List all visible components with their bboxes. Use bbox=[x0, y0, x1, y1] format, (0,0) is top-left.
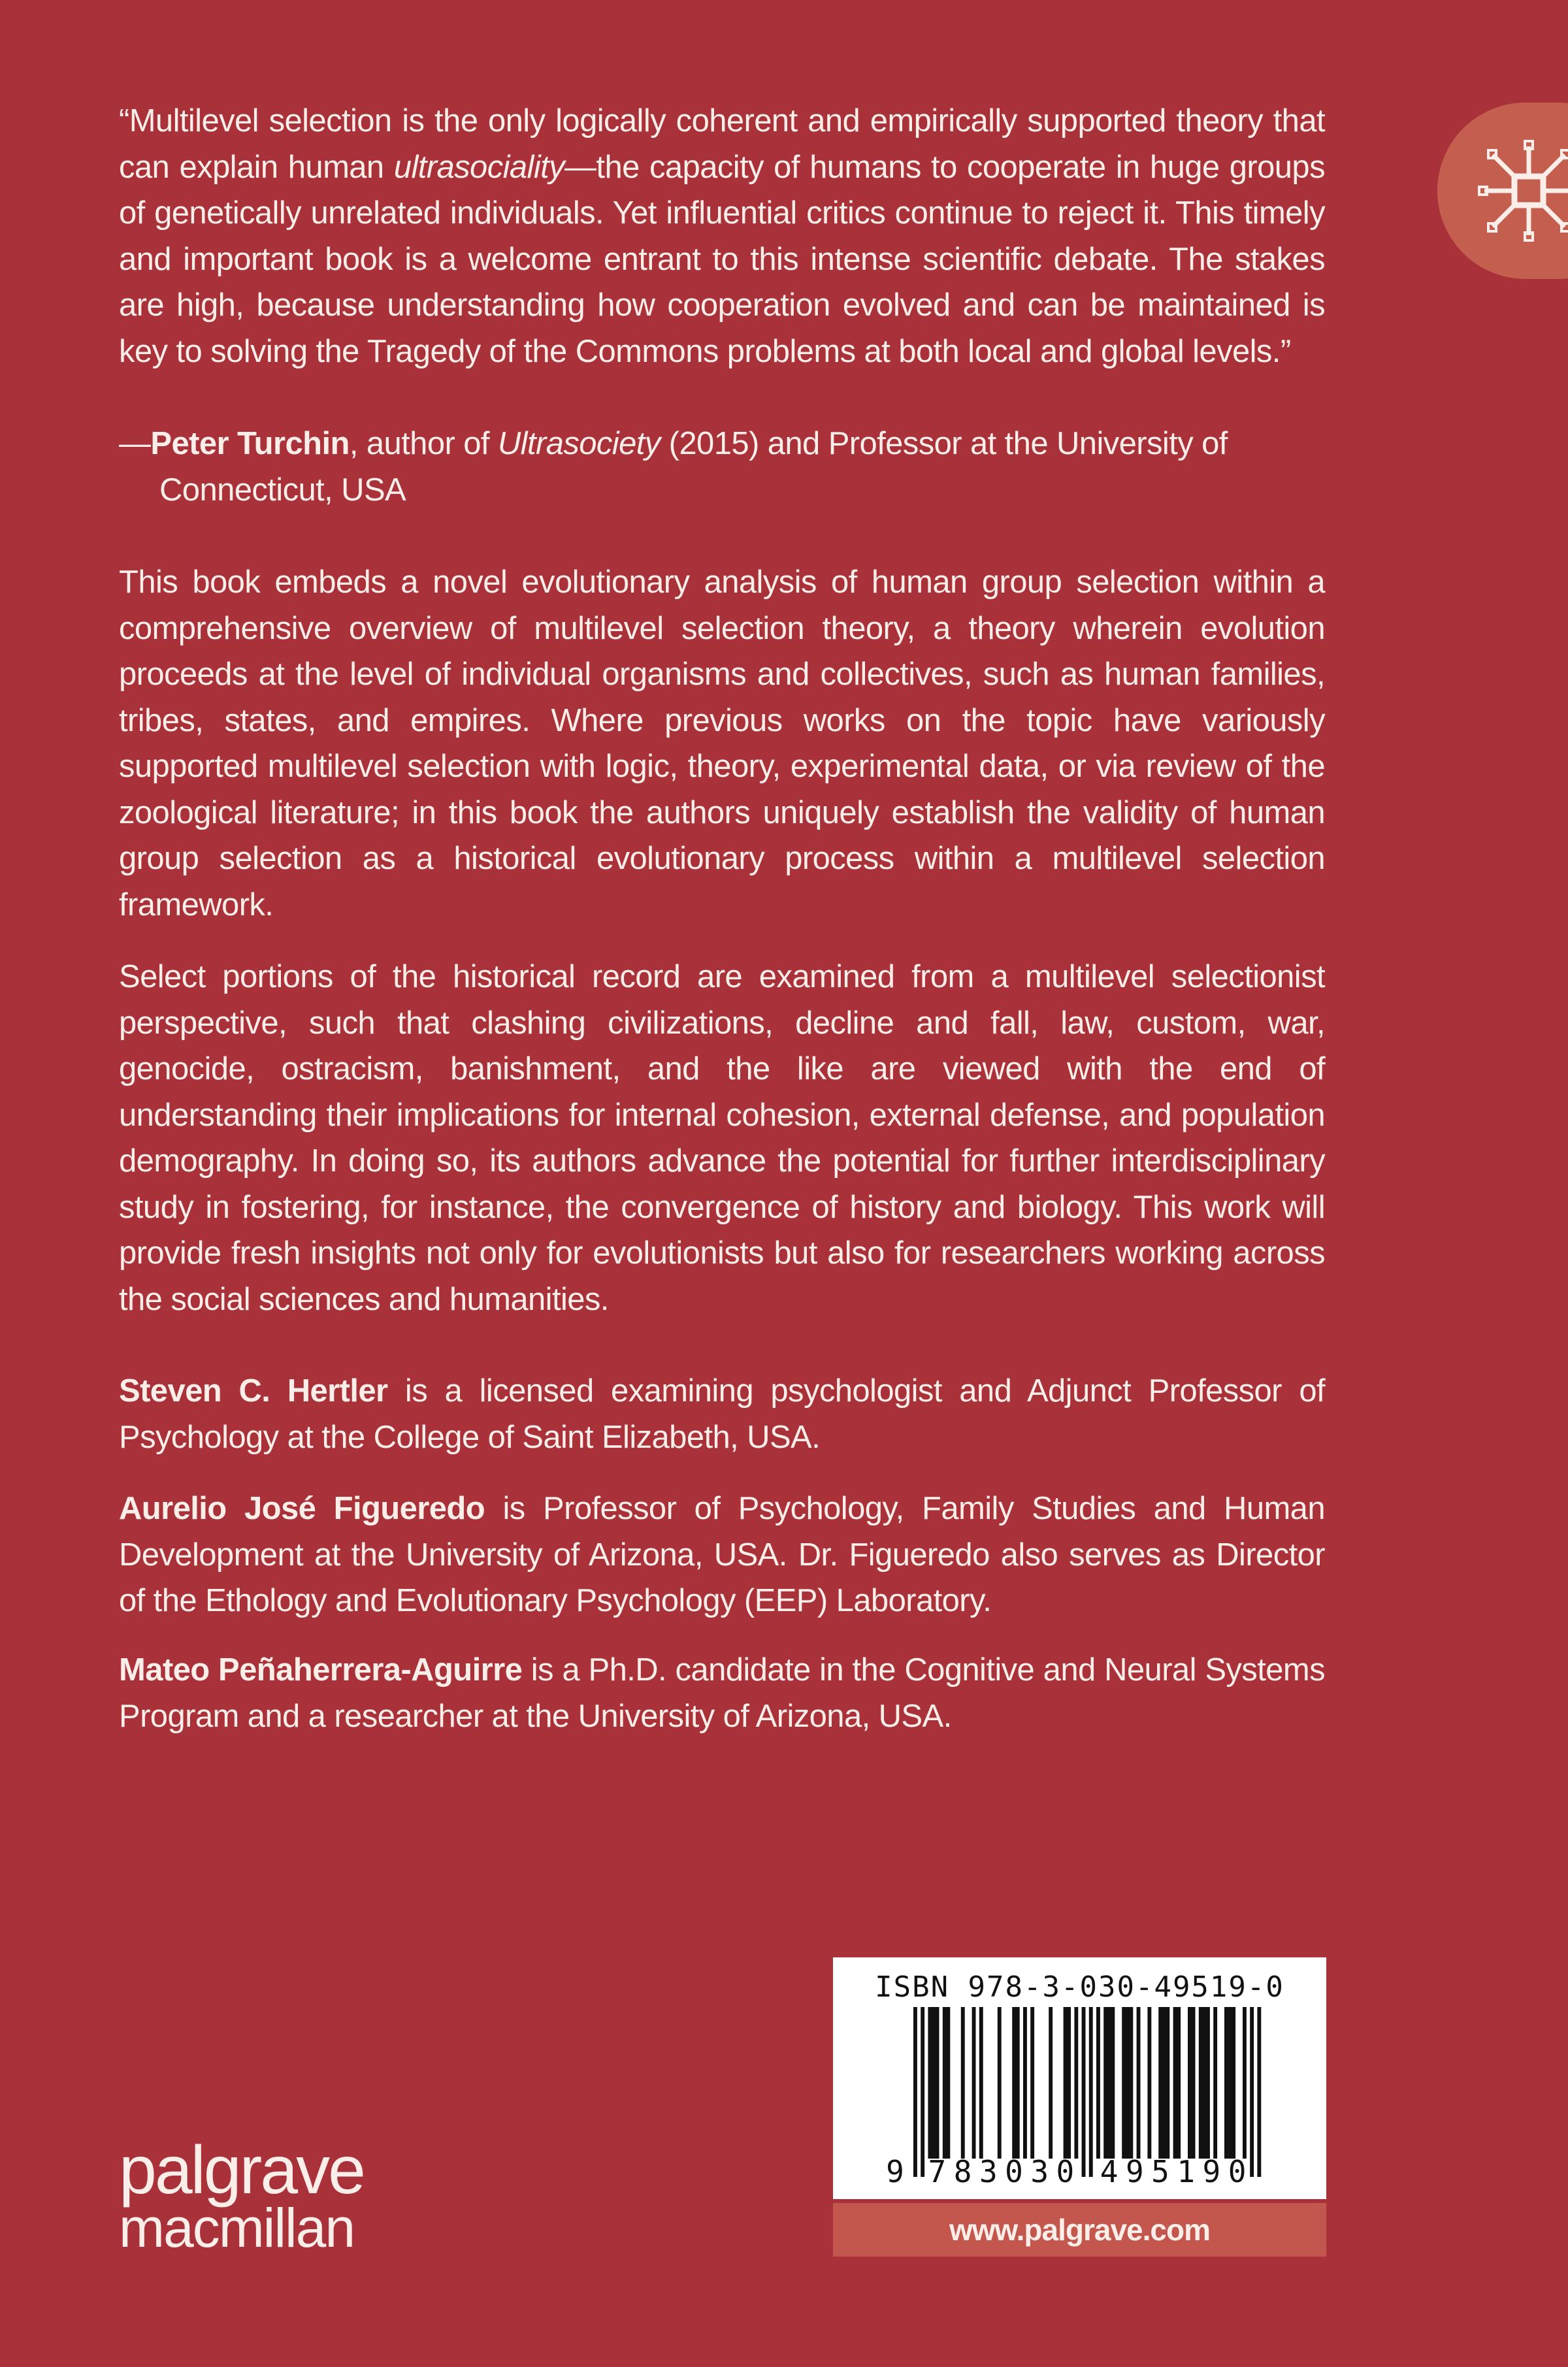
barcode-bar bbox=[1049, 2007, 1053, 2159]
description-text: Select portions of the historical record are examined from a multilevel selectionist perspective, such that clashing civilizations, decline and fall, law, custom, war, genocide, ostracism, banishment, and the like are viewed with the end of understanding their implications for internal cohesion, external defense, and population demography. In doing so, its authors advance the potential for further interdisciplinary study in fostering, for instance, the convergence of history and biology. This work will provide fresh insights not only for evolutionists but also for researchers working across the social sciences and humanities. bbox=[119, 959, 1325, 1317]
publisher-logo bbox=[119, 2132, 364, 2259]
barcode-bar bbox=[1067, 2007, 1071, 2159]
barcode-bar bbox=[998, 2007, 1002, 2159]
barcode-digit: 4 bbox=[1100, 2154, 1119, 2189]
barcode-bar bbox=[932, 2007, 936, 2159]
publisher-url: www.palgrave.com bbox=[833, 2203, 1326, 2257]
barcode-digit: 9 bbox=[1125, 2154, 1144, 2189]
barcode-bar bbox=[1126, 2007, 1130, 2159]
barcode-bar bbox=[1030, 2007, 1034, 2159]
barcode-bar bbox=[1103, 2007, 1107, 2159]
barcode-bar bbox=[1250, 2007, 1254, 2177]
description-paragraph-1 bbox=[119, 559, 1325, 928]
author-bio-text: is Professor of Psychology, Family Studies and Human Development at the University of Arizona, USA. Dr. Figueredo also serves as Director of the Ethology and Evolutionary Psychology (EEP) Laboratory. bbox=[119, 1491, 1325, 1618]
description-paragraph-2 bbox=[119, 954, 1325, 1322]
barcode-bar bbox=[1202, 2007, 1206, 2159]
barcode-bar bbox=[1137, 2007, 1141, 2159]
quote-text-continued: —the capacity of humans to cooperate in huge groups of genetically unrelated individuals. Yet influential critics continue to reject it. This timely and important book is a welcome entrant to this intense scientific debate. The stakes are high, because understanding how cooperation evolved and can be maintained is key to solving the Tragedy of the Commons problems at both local and global levels.” bbox=[119, 149, 1325, 369]
barcode-bar bbox=[1129, 2007, 1133, 2159]
barcode-bar bbox=[1224, 2007, 1228, 2159]
barcode-bar bbox=[946, 2007, 950, 2159]
barcode-digit: 7 bbox=[928, 2154, 947, 2189]
barcode-bar bbox=[1232, 2007, 1235, 2159]
barcode-bar bbox=[1089, 2007, 1093, 2177]
barcode-bar bbox=[1257, 2007, 1261, 2177]
author-bio bbox=[119, 1647, 1325, 1739]
isbn-barcode-box bbox=[833, 1957, 1326, 2199]
barcode-bar bbox=[913, 2007, 917, 2177]
barcode-bar bbox=[1243, 2007, 1247, 2159]
barcode-digit: 0 bbox=[1005, 2154, 1023, 2189]
author-bio bbox=[119, 1486, 1325, 1624]
barcode-bar bbox=[1188, 2007, 1192, 2159]
attribution-dash: — bbox=[119, 426, 151, 461]
barcode-digit: 5 bbox=[1151, 2154, 1169, 2189]
barcode-bar bbox=[1064, 2007, 1068, 2159]
barcode-digit: 8 bbox=[953, 2154, 972, 2189]
barcode-bar bbox=[1162, 2007, 1166, 2159]
series-seal bbox=[1437, 103, 1568, 279]
barcode-bar bbox=[1122, 2007, 1126, 2159]
barcode-bar bbox=[1074, 2007, 1078, 2159]
barcode-digit: 3 bbox=[979, 2154, 998, 2189]
barcode-bar bbox=[1107, 2007, 1111, 2159]
barcode-bar bbox=[1082, 2007, 1086, 2177]
author-bio-text: is a licensed examining psychologist and Adjunct Professor of Psychology at the College of Saint Elizabeth, USA. bbox=[119, 1373, 1325, 1455]
barcode-digit: 3 bbox=[1030, 2154, 1049, 2189]
barcode-digit: 1 bbox=[1177, 2154, 1196, 2189]
author-name: Steven C. Hertler bbox=[119, 1373, 388, 1409]
barcode-bar bbox=[1166, 2007, 1169, 2159]
barcode-bar bbox=[1016, 2007, 1020, 2159]
barcode-bar bbox=[943, 2007, 947, 2159]
quote-attribution bbox=[119, 421, 1365, 513]
barcode-bar bbox=[1147, 2007, 1151, 2159]
barcode-bar bbox=[1213, 2007, 1217, 2159]
barcode-bar bbox=[1199, 2007, 1203, 2159]
barcode-bar bbox=[928, 2007, 932, 2159]
barcode-bar bbox=[1158, 2007, 1162, 2159]
quote-text: “Multilevel selection is the only logically coherent and empirically supported theory that can explain human bbox=[119, 103, 1325, 185]
barcode-bar bbox=[921, 2007, 924, 2177]
publisher-logo-line1: palgrave bbox=[119, 2132, 364, 2208]
endorsement-quote bbox=[119, 98, 1325, 374]
barcode-bar bbox=[1192, 2007, 1196, 2159]
network-node-icon bbox=[1477, 139, 1568, 243]
barcode-digit: 0 bbox=[1228, 2154, 1247, 2189]
attribution-name: Peter Turchin bbox=[150, 426, 350, 461]
author-bio bbox=[119, 1368, 1325, 1460]
barcode-bar bbox=[1023, 2007, 1027, 2159]
barcode-bar bbox=[1206, 2007, 1210, 2159]
author-name: Aurelio José Figueredo bbox=[119, 1491, 485, 1526]
barcode-bar bbox=[936, 2007, 939, 2159]
quote-italic-term: ultrasociality bbox=[393, 149, 565, 185]
barcode-digit: 9 bbox=[1202, 2154, 1221, 2189]
barcode-bar bbox=[961, 2007, 965, 2159]
barcode-digit: 9 bbox=[886, 2154, 904, 2189]
publisher-logo-line2: macmillan bbox=[119, 2197, 355, 2259]
attribution-text: , author of bbox=[349, 426, 498, 461]
barcode-bar bbox=[1012, 2007, 1016, 2159]
barcode-bar bbox=[972, 2007, 976, 2159]
author-bio-text: is a Ph.D. candidate in the Cognitive and Neural Systems Program and a researcher at the University of Arizona, USA. bbox=[119, 1652, 1325, 1734]
barcode bbox=[833, 1957, 1326, 2199]
author-name: Mateo Peñaherrera-Aguirre bbox=[119, 1652, 523, 1688]
barcode-bar bbox=[1228, 2007, 1232, 2159]
isbn-label: ISBN 978-3-030-49519-0 bbox=[875, 1970, 1284, 2004]
barcode-bar bbox=[1096, 2007, 1100, 2159]
barcode-bar bbox=[1173, 2007, 1177, 2159]
barcode-digit: 0 bbox=[1056, 2154, 1075, 2189]
attribution-book-title: Ultrasociety bbox=[497, 426, 661, 461]
description-text: This book embeds a novel evolutionary analysis of human group selection within a comprehensive overview of multilevel selection theory, a theory wherein evolution proceeds at the level of individual organisms and collectives, such as human families, tribes, states, and empires. Where previous works on the topic have variously supported multilevel selection with logic, theory, experimental data, or via review of the zoological literature; in this book the authors uniquely establish the validity of human group selection as a historical evolutionary process within a multilevel selection framework. bbox=[119, 564, 1325, 922]
barcode-bar bbox=[979, 2007, 983, 2159]
barcode-bar bbox=[1111, 2007, 1115, 2159]
barcode-bar bbox=[1177, 2007, 1181, 2159]
attribution-affiliation: (2015) and Professor at the University of Connecticut, USA bbox=[159, 426, 1228, 508]
